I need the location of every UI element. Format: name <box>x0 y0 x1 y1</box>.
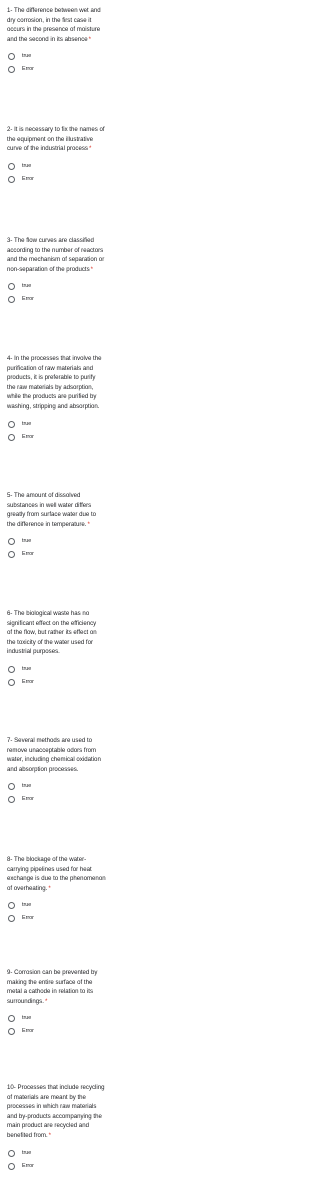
question-10-line: processes in which raw materials <box>7 1103 97 1111</box>
radio-button[interactable] <box>8 796 15 803</box>
question-4 <box>7 354 177 444</box>
radio-button[interactable] <box>8 783 15 790</box>
question-9-line: making the entire surface of the <box>7 978 93 986</box>
option-label: Error <box>22 796 34 803</box>
question-4-line: products, it is preferable to purify <box>7 374 96 382</box>
option-error[interactable] <box>8 1025 177 1038</box>
radio-button[interactable] <box>8 296 15 303</box>
question-6-text <box>7 609 177 657</box>
question-5-text <box>7 491 177 529</box>
question-7-options <box>7 780 177 806</box>
question-3-text <box>7 236 177 274</box>
option-error[interactable] <box>8 173 177 186</box>
radio-button[interactable] <box>8 163 15 170</box>
option-label: Error <box>22 678 34 685</box>
option-error[interactable] <box>8 293 177 306</box>
option-error[interactable] <box>8 431 177 444</box>
question-8-line: carrying pipelines used for heat <box>7 865 92 873</box>
question-2-text <box>7 125 177 154</box>
question-10-line: main product are recycled and <box>7 1122 89 1130</box>
option-label: Error <box>22 1028 34 1035</box>
radio-button[interactable] <box>8 53 15 60</box>
radio-button[interactable] <box>8 551 15 558</box>
question-10-options <box>7 1147 177 1173</box>
option-label: Error <box>22 1162 34 1169</box>
question-3-line: 3- The flow curves are classified <box>7 237 94 244</box>
question-5 <box>7 491 177 561</box>
question-6-line: the toxicity of the water used for <box>7 638 94 646</box>
question-2-line: 2- It is necessary to fix the names of <box>7 126 105 133</box>
option-true[interactable] <box>8 1147 177 1160</box>
option-true[interactable] <box>8 1012 177 1025</box>
question-6-line: industrial purposes. <box>7 648 60 656</box>
required-asterisk: * <box>87 520 90 528</box>
question-7-line: 7- Several methods are used to <box>7 737 93 744</box>
option-true[interactable] <box>8 535 177 548</box>
radio-button[interactable] <box>8 421 15 428</box>
option-label: true <box>22 1149 32 1156</box>
question-4-line: the raw materials by adsorption, <box>7 383 94 391</box>
radio-button[interactable] <box>8 538 15 545</box>
question-9-options <box>7 1012 177 1038</box>
question-6-options <box>7 663 177 689</box>
option-label: true <box>22 783 32 790</box>
question-1-line: dry corrosion, in the first case it <box>7 16 92 24</box>
question-8-text <box>7 855 177 893</box>
question-1-line: occurs in the presence of moisture <box>7 26 101 34</box>
required-asterisk: * <box>90 265 94 273</box>
option-true[interactable] <box>8 160 177 173</box>
question-1 <box>7 6 177 76</box>
option-label: Error <box>22 433 34 440</box>
question-4-text <box>7 354 177 412</box>
question-10-line: 10- Processes that include recycling <box>7 1084 105 1091</box>
question-4-line: while the products are purified by <box>7 393 97 401</box>
question-2-line: the equipment on the illustrative <box>7 135 94 143</box>
option-error[interactable] <box>8 548 177 561</box>
option-error[interactable] <box>8 912 177 925</box>
question-2-options <box>7 160 177 186</box>
option-true[interactable] <box>8 280 177 293</box>
radio-button[interactable] <box>8 666 15 673</box>
question-8 <box>7 855 177 925</box>
option-label: true <box>22 420 32 427</box>
radio-button[interactable] <box>8 1150 15 1157</box>
question-7 <box>7 736 177 806</box>
question-3-options <box>7 280 177 306</box>
required-asterisk: * <box>44 997 48 1005</box>
radio-button[interactable] <box>8 176 15 183</box>
question-6 <box>7 609 177 689</box>
question-9-line: metal a cathode in relation to its <box>7 988 94 996</box>
question-7-text <box>7 736 177 774</box>
question-8-line: of overheating. <box>7 884 48 892</box>
question-4-line: washing, stripping and absorption. <box>7 402 100 410</box>
question-5-options <box>7 535 177 561</box>
option-label: Error <box>22 66 34 73</box>
option-label: Error <box>22 296 34 303</box>
question-7-line: and absorption processes. <box>7 765 79 773</box>
question-4-line: 4- In the processes that involve the <box>7 355 102 362</box>
question-1-line: 1- The difference between wet and <box>7 7 101 14</box>
option-true[interactable] <box>8 418 177 431</box>
radio-button[interactable] <box>8 434 15 441</box>
question-3 <box>7 236 177 306</box>
question-5-line: greatly from surface water due to <box>7 511 97 519</box>
question-9-text <box>7 968 177 1006</box>
question-1-options <box>7 50 177 76</box>
option-true[interactable] <box>8 50 177 63</box>
option-label: true <box>22 665 32 672</box>
radio-button[interactable] <box>8 902 15 909</box>
question-7-line: water, including chemical oxidation <box>7 756 101 764</box>
radio-button[interactable] <box>8 66 15 73</box>
question-2-line: curve of the industrial process <box>7 145 88 153</box>
question-9-line: 9- Corrosion can be prevented by <box>7 969 98 976</box>
question-5-line: substances in well water differs <box>7 501 92 509</box>
radio-button[interactable] <box>8 679 15 686</box>
option-label: true <box>22 1015 32 1022</box>
question-8-line: 8- The blockage of the water- <box>7 856 87 863</box>
option-label: true <box>22 902 32 909</box>
question-4-line: purification of raw materials and <box>7 364 94 372</box>
question-9-line: surroundings. <box>7 997 44 1005</box>
question-8-line: exchange is due to the phenomenon <box>7 875 106 883</box>
option-label: Error <box>22 551 34 558</box>
option-error[interactable] <box>8 63 177 76</box>
question-9 <box>7 968 177 1038</box>
radio-button[interactable] <box>8 283 15 290</box>
option-true[interactable] <box>8 780 177 793</box>
question-1-text <box>7 6 177 44</box>
option-label: true <box>22 283 32 290</box>
option-label: true <box>22 53 32 60</box>
required-asterisk: * <box>48 884 51 892</box>
option-label: true <box>22 538 32 545</box>
question-10-line: of materials are meant by the <box>7 1093 86 1101</box>
required-asterisk: * <box>88 35 92 43</box>
required-asterisk: * <box>48 1131 52 1139</box>
option-label: Error <box>22 175 34 182</box>
required-asterisk: * <box>88 145 92 153</box>
question-10 <box>7 1083 177 1173</box>
question-6-line: significant effect on the efficiency <box>7 619 97 627</box>
question-10-text <box>7 1083 177 1141</box>
option-true[interactable] <box>8 899 177 912</box>
question-2 <box>7 125 177 186</box>
radio-button[interactable] <box>8 1028 15 1035</box>
radio-button[interactable] <box>8 1163 15 1170</box>
question-4-options <box>7 418 177 444</box>
option-true[interactable] <box>8 663 177 676</box>
option-label: Error <box>22 915 34 922</box>
question-6-line: 6- The biological waste has no <box>7 610 90 617</box>
option-label: true <box>22 162 32 169</box>
option-error[interactable] <box>8 1160 177 1173</box>
question-1-line: and the second in its absence <box>7 35 88 43</box>
radio-button[interactable] <box>8 915 15 922</box>
question-3-line: and the mechanism of separation or <box>7 256 105 264</box>
radio-button[interactable] <box>8 1015 15 1022</box>
option-error[interactable] <box>8 793 177 806</box>
question-3-line: non-separation of the products <box>7 265 90 273</box>
question-5-line: the difference in temperature. <box>7 520 87 528</box>
question-10-line: and by-products accompanying the <box>7 1112 102 1120</box>
question-3-line: according to the number of reactors <box>7 246 104 254</box>
option-error[interactable] <box>8 676 177 689</box>
question-8-options <box>7 899 177 925</box>
question-7-line: remove unacceptable odors from <box>7 746 97 754</box>
question-10-line: benefited from. <box>7 1131 48 1139</box>
question-6-line: of the flow, but rather its effect on <box>7 629 97 637</box>
question-5-line: 5- The amount of dissolved <box>7 492 81 499</box>
